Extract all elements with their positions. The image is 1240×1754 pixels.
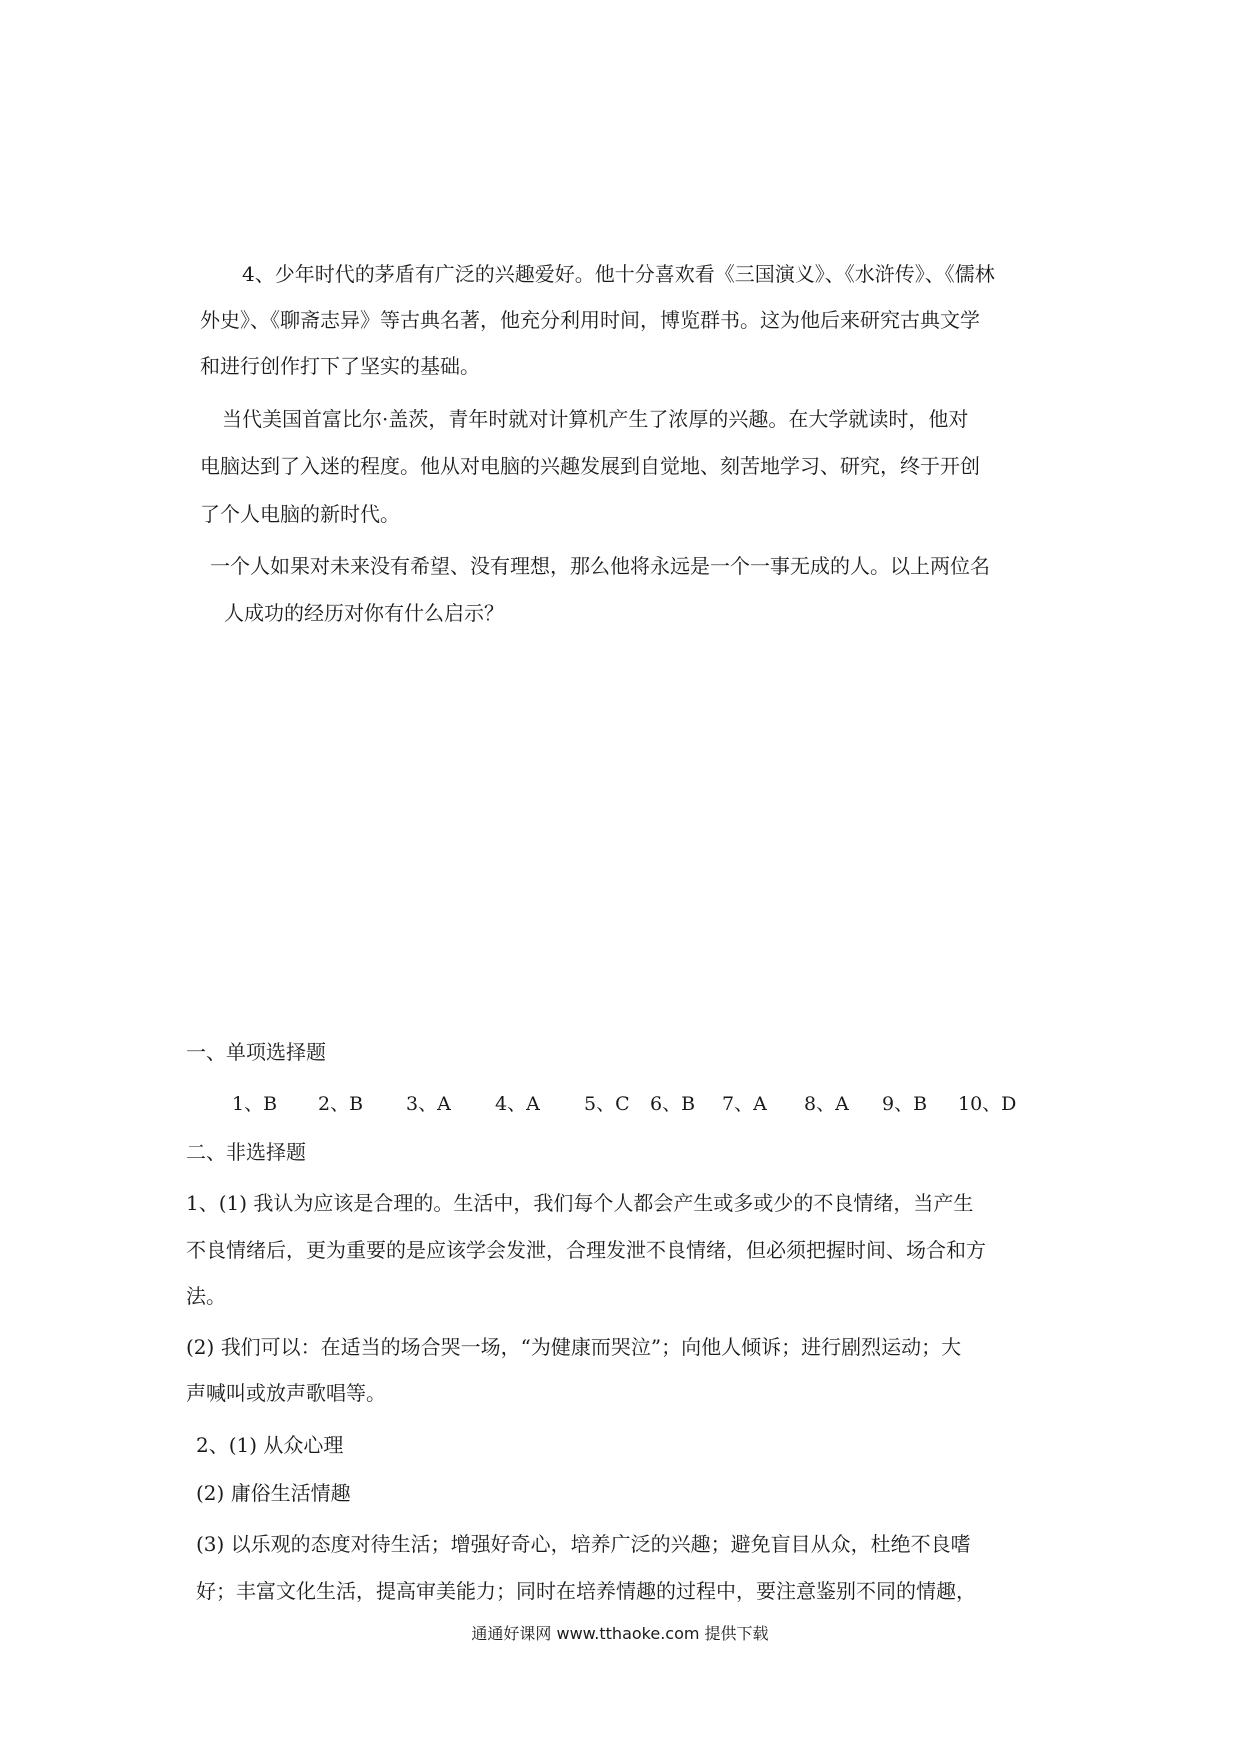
choice-answer-8: 8、A <box>804 1093 849 1115</box>
passage-line-2: 外史》、《聊斋志异》等古典名著，他充分利用时间，博览群书。这为他后来研究古典文学 <box>200 308 980 332</box>
section-title-single-choice: 一、单项选择题 <box>186 1040 326 1064</box>
choice-answer-9: 9、B <box>882 1093 928 1115</box>
choice-answer-3: 3、A <box>406 1093 451 1115</box>
passage-line-7: 一个人如果对未来没有希望、没有理想，那么他将永远是一个一事无成的人。以上两位名 <box>210 554 990 578</box>
choice-answer-7: 7、A <box>722 1093 767 1115</box>
passage-line-8: 人成功的经历对你有什么启示？ <box>224 601 504 625</box>
answer-line-1: 1、(1) 我认为应该是合理的。生活中，我们每个人都会产生或多或少的不良情绪，当产生 <box>186 1191 974 1215</box>
passage-line-1: 4、少年时代的茅盾有广泛的兴趣爱好。他十分喜欢看《三国演义》、《水浒传》、《儒林 <box>242 262 995 286</box>
passage-line-5: 电脑达到了入迷的程度。他从对电脑的兴趣发展到自觉地、刻苦地学习、研究，终于开创 <box>200 454 980 478</box>
page-footer: 通通好课网 www.tthaoke.com 提供下载 <box>471 1624 769 1643</box>
answer-line-3: 法。 <box>186 1284 226 1308</box>
answer-line-8: (3) 以乐观的态度对待生活；增强好奇心，培养广泛的兴趣；避免盲目从众，杜绝不良嗜 <box>196 1532 971 1556</box>
answer-line-6: 2、(1) 从众心理 <box>196 1433 344 1457</box>
section-title-non-choice: 二、非选择题 <box>186 1140 306 1164</box>
answer-line-2: 不良情绪后，更为重要的是应该学会发泄，合理发泄不良情绪，但必须把握时间、场合和方 <box>186 1238 986 1262</box>
choice-answer-4: 4、A <box>495 1093 540 1115</box>
choice-answer-6: 6、B <box>650 1093 696 1115</box>
choice-answer-2: 2、B <box>318 1093 364 1115</box>
choice-answer-5: 5、C <box>584 1093 630 1115</box>
choice-answers-row <box>232 1092 1032 1116</box>
choice-answer-1: 1、B <box>232 1093 278 1115</box>
choice-answer-10: 10、D <box>958 1093 1017 1115</box>
passage-line-4: 当代美国首富比尔·盖茨，青年时就对计算机产生了浓厚的兴趣。在大学就读时，他对 <box>222 407 969 431</box>
answer-line-4: (2) 我们可以：在适当的场合哭一场，“为健康而哭泣”；向他人倾诉；进行剧烈运动；大 <box>186 1335 962 1359</box>
answer-line-5: 声喊叫或放声歌唱等。 <box>186 1381 386 1405</box>
passage-line-6: 了个人电脑的新时代。 <box>200 502 400 526</box>
passage-line-3: 和进行创作打下了坚实的基础。 <box>200 354 480 378</box>
answer-line-9: 好；丰富文化生活，提高审美能力；同时在培养情趣的过程中，要注意鉴别不同的情趣， <box>196 1579 976 1603</box>
answer-line-7: (2) 庸俗生活情趣 <box>196 1481 351 1505</box>
